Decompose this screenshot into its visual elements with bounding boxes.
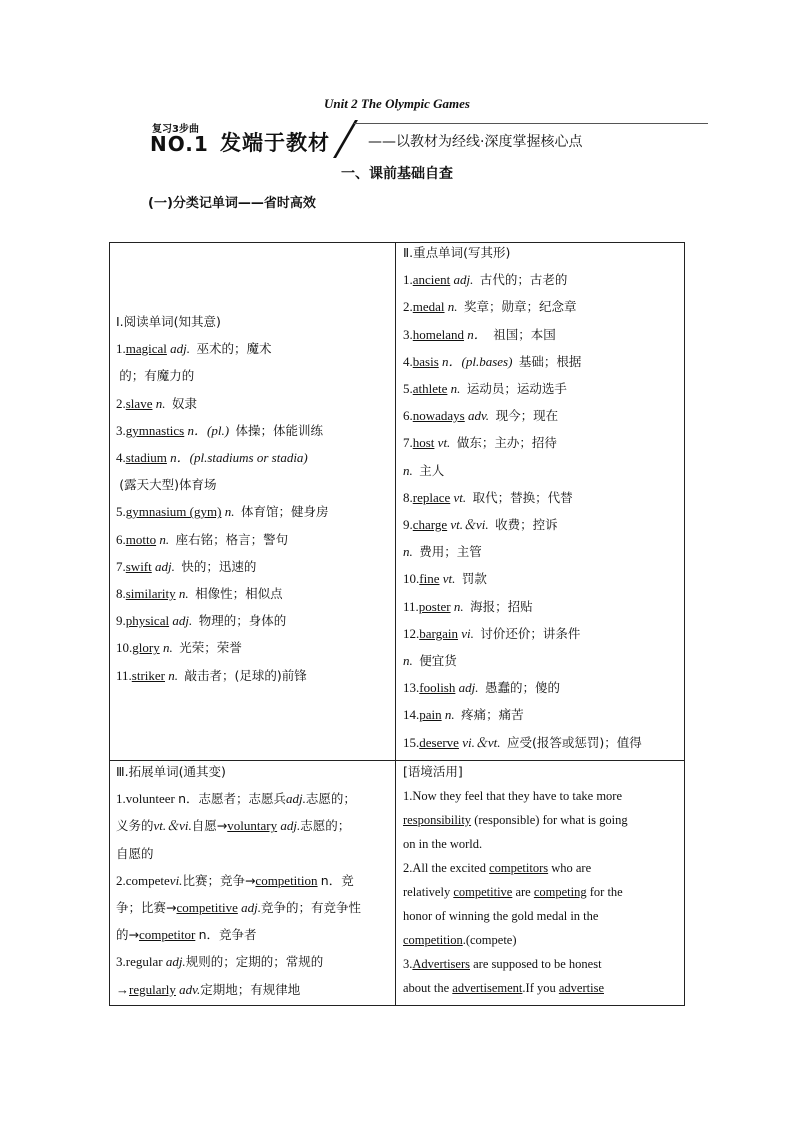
extend-heading: Ⅲ.拓展单词(通其变) bbox=[116, 764, 226, 779]
reading-item: 8.similarity n. 相像性；相似点 bbox=[116, 586, 283, 602]
key-item: 4.basis n．(pl.bases) 基础；根据 bbox=[403, 353, 582, 369]
key-item: 7.host vt. 做东；主办；招待 bbox=[403, 435, 557, 451]
key-item: 1.ancient adj. 古代的；古老的 bbox=[403, 272, 568, 288]
key-item: 2.medal n. 奖章；勋章；纪念章 bbox=[403, 299, 577, 315]
key-item: 11.poster n. 海报；招贴 bbox=[403, 598, 533, 614]
reading-words-cell bbox=[116, 308, 392, 689]
key-item: 10.fine vt. 罚款 bbox=[403, 571, 487, 587]
reading-item: 的；有魔力的 bbox=[119, 368, 195, 384]
reading-item: 9.physical adj. 物理的；身体的 bbox=[116, 613, 287, 629]
key-item: n. 费用；主管 bbox=[403, 544, 482, 560]
extend-words-cell: Ⅲ.拓展单词(通其变) 1.volunteer n．志愿者；志愿兵adj.志愿的； 义务的vt.＆vi.自愿→voluntary adj.志愿的； 自愿的 2.competevi.比赛；竞争→competition n．竞 争；比赛→competitive adj.竞争的；有竞争性 的→competitor n．竞争者 3.regular adj.规则的；定期的；常规的 →regularly adv.定期地；有规律地 bbox=[116, 758, 392, 1003]
unit-title: Unit 2 The Olympic Games bbox=[324, 96, 470, 111]
reading-heading: Ⅰ.阅读单词(知其意) bbox=[116, 314, 221, 329]
key-item: 12.bargain vi. 讨价还价；讲条件 bbox=[403, 625, 581, 641]
reading-item: 1.magical adj. 巫术的；魔术 bbox=[116, 341, 272, 357]
reading-item: 6.motto n. 座右铭；格言；警句 bbox=[116, 531, 289, 547]
key-item: 14.pain n. 疼痛；痛苦 bbox=[403, 707, 524, 723]
key-item: 9.charge vt.＆vi. 收费；控诉 bbox=[403, 517, 558, 533]
table-divider-vertical bbox=[395, 242, 396, 1006]
key-words-cell bbox=[403, 239, 683, 756]
subsection-heading: (一)分类记单词——省时高效 bbox=[148, 196, 316, 211]
key-item: 3.homeland n． 祖国；本国 bbox=[403, 326, 556, 342]
reading-item: 4.stadium n．(pl.stadiums or stadia) bbox=[116, 450, 308, 466]
usage-heading: [语境活用] bbox=[403, 764, 463, 779]
banner-number: NO.1 bbox=[150, 132, 209, 156]
section-banner bbox=[148, 118, 708, 160]
banner-slash bbox=[333, 120, 358, 158]
reading-item: 7.swift adj. 快的；迅速的 bbox=[116, 558, 257, 574]
section-heading: 一、课前基础自查 bbox=[341, 166, 453, 182]
key-item: 5.athlete n. 运动员；运动选手 bbox=[403, 381, 567, 397]
reading-item: 5.gymnasium (gym) n. 体育馆；健身房 bbox=[116, 504, 329, 520]
banner-title: 发端于教材 bbox=[220, 131, 330, 155]
reading-item: 2.slave n. 奴隶 bbox=[116, 395, 197, 411]
usage-cell: [语境活用] 1.Now they feel that they have to take more responsibility (responsible) for what is going on in the world. 2.All the excited competitors who are relatively competitive are competing for the honor of winning the gold medal in the competition.(compete) 3.Advertisers are supposed to be honest about the advertisement.If you advertise bbox=[403, 760, 683, 1000]
banner-small: 复习3步曲 bbox=[152, 124, 199, 135]
key-item: 15.deserve vi.＆vt. 应受(报答或惩罚)；值得 bbox=[403, 734, 642, 750]
key-item: n. 主人 bbox=[403, 462, 445, 478]
key-item: 13.foolish adj. 愚蠢的；傻的 bbox=[403, 680, 561, 696]
key-heading: Ⅱ.重点单词(写其形) bbox=[403, 245, 511, 260]
reading-item: 11.striker n. 敲击者；(足球的)前锋 bbox=[116, 667, 307, 683]
banner-line bbox=[354, 123, 708, 124]
banner-subtitle: ——以教材为经线·深度掌握核心点 bbox=[368, 134, 583, 150]
key-item: 6.nowadays adv. 现今；现在 bbox=[403, 408, 559, 424]
key-item: 8.replace vt. 取代；替换；代替 bbox=[403, 489, 573, 505]
reading-item: 3.gymnastics n．(pl.) 体操；体能训练 bbox=[116, 422, 324, 438]
reading-item: 10.glory n. 光荣；荣誉 bbox=[116, 640, 242, 656]
key-item: n. 便宜货 bbox=[403, 653, 457, 669]
reading-item: (露天大型)体育场 bbox=[119, 477, 217, 493]
